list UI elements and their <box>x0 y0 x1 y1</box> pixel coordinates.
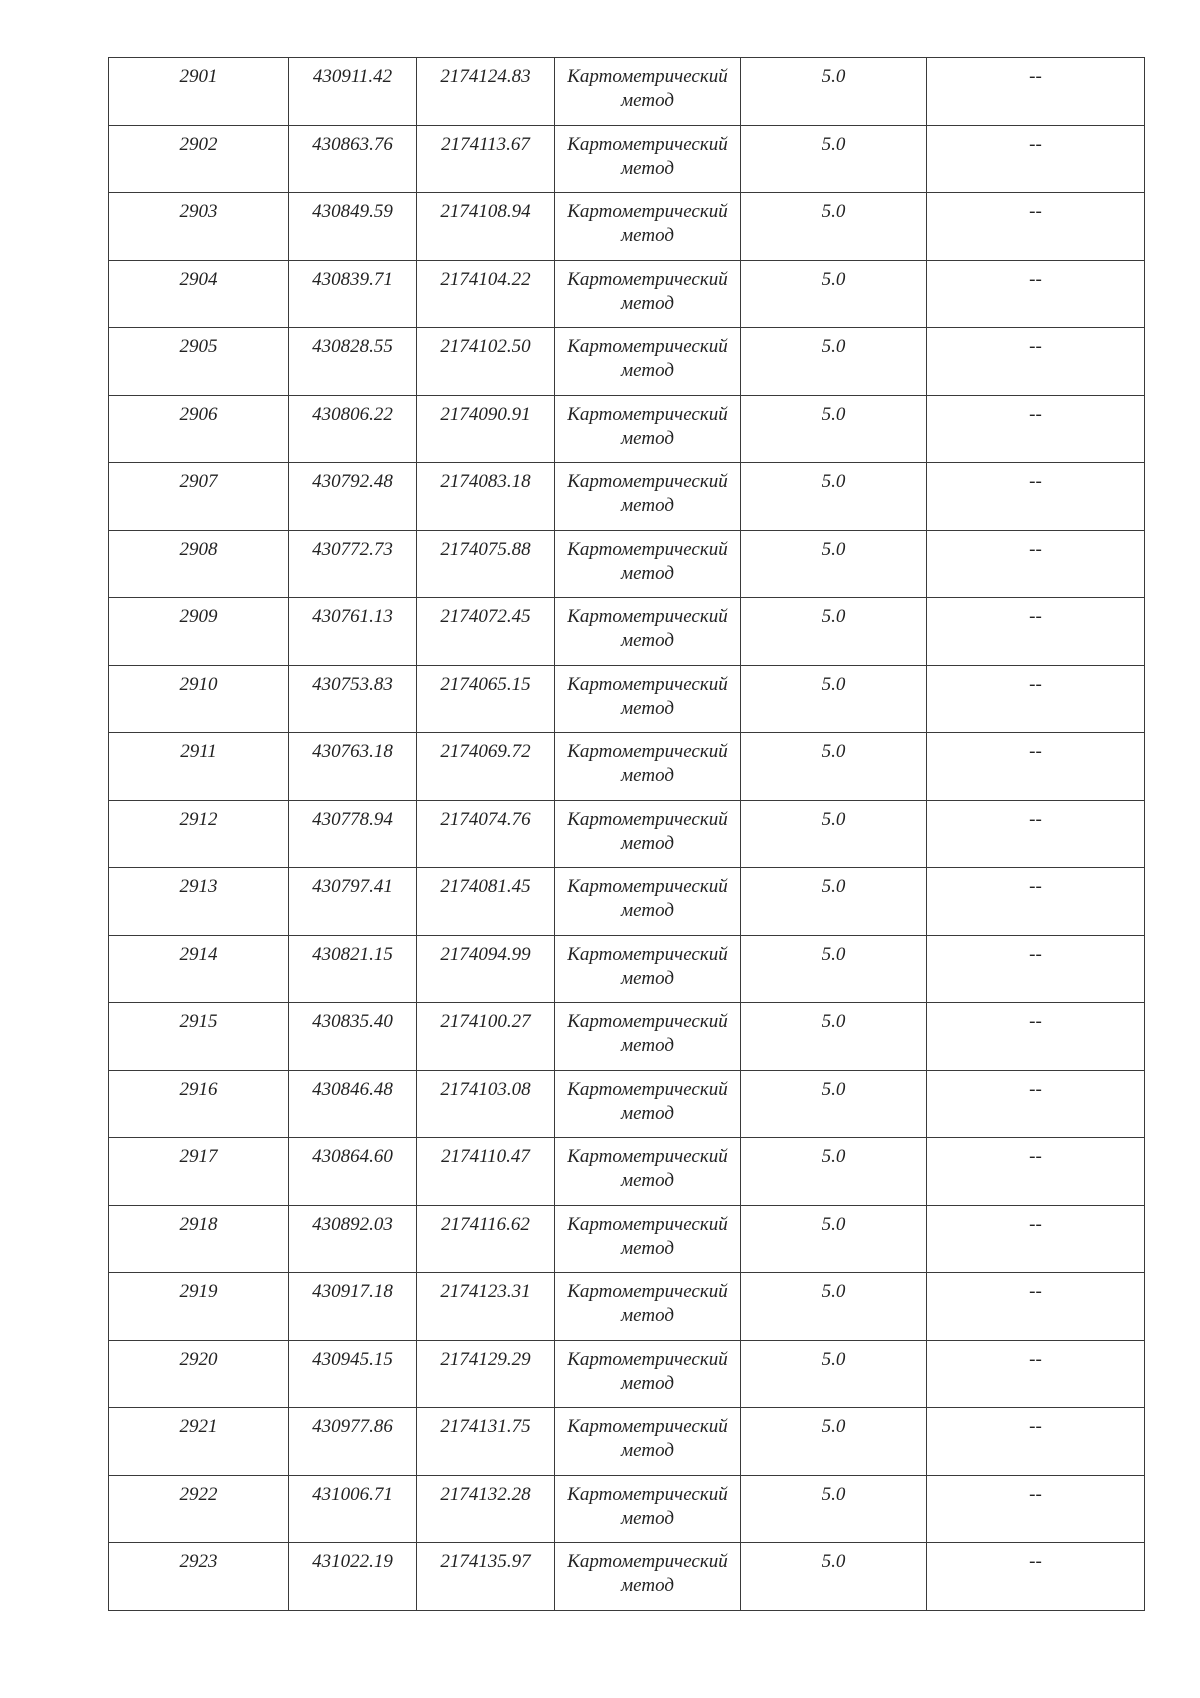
method-cell <box>555 58 741 126</box>
method-line-1: Картометрический <box>567 1551 728 1572</box>
table-row <box>109 935 1145 1003</box>
accuracy: 5.0 <box>741 260 927 328</box>
method-line-2: метод <box>621 1440 674 1461</box>
table-row <box>109 193 1145 261</box>
note: -- <box>927 1003 1145 1071</box>
coord-y: 2174132.28 <box>417 1475 555 1543</box>
coord-y: 2174116.62 <box>417 1205 555 1273</box>
accuracy: 5.0 <box>741 733 927 801</box>
method-line-2: метод <box>621 495 674 516</box>
point-number: 2910 <box>109 665 289 733</box>
method-line-2: метод <box>621 630 674 651</box>
method-line-1: Картометрический <box>567 538 728 560</box>
accuracy: 5.0 <box>741 665 927 733</box>
method-cell <box>555 125 741 193</box>
method-cell <box>555 1543 741 1611</box>
method-cell <box>555 260 741 328</box>
accuracy: 5.0 <box>741 463 927 531</box>
coord-y: 2174129.29 <box>417 1340 555 1408</box>
method-cell <box>555 1273 741 1341</box>
table-row <box>109 1003 1145 1071</box>
method-line-2: метод <box>621 1372 674 1394</box>
method-line-1: Картометрический <box>567 133 728 155</box>
accuracy: 5.0 <box>741 395 927 463</box>
point-number: 2911 <box>109 733 289 801</box>
method-cell <box>555 1475 741 1543</box>
coord-x: 430835.40 <box>289 1003 417 1071</box>
coord-y: 2174135.97 <box>417 1543 555 1611</box>
method-cell <box>555 1408 741 1476</box>
method-line-2: метод <box>621 1035 674 1056</box>
point-number: 2903 <box>109 193 289 261</box>
coord-y: 2174075.88 <box>417 530 555 598</box>
coord-x: 431022.19 <box>289 1543 417 1611</box>
accuracy: 5.0 <box>741 58 927 126</box>
method-line-2: метод <box>621 562 674 584</box>
method-line-1: Картометрический <box>567 268 728 290</box>
table-row <box>109 463 1145 531</box>
note: -- <box>927 598 1145 666</box>
accuracy: 5.0 <box>741 125 927 193</box>
method-line-2: метод <box>621 967 674 989</box>
coordinates-table <box>108 57 1145 1611</box>
coord-y: 2174072.45 <box>417 598 555 666</box>
note: -- <box>927 328 1145 396</box>
method-cell <box>555 935 741 1003</box>
table-row <box>109 598 1145 666</box>
method-line-2: метод <box>621 90 674 111</box>
method-line-2: метод <box>621 225 674 246</box>
note: -- <box>927 1273 1145 1341</box>
method-line-2: метод <box>621 1575 674 1596</box>
accuracy: 5.0 <box>741 1070 927 1138</box>
table-row <box>109 1273 1145 1341</box>
accuracy: 5.0 <box>741 935 927 1003</box>
note: -- <box>927 935 1145 1003</box>
note: -- <box>927 868 1145 936</box>
table-row <box>109 260 1145 328</box>
point-number: 2912 <box>109 800 289 868</box>
coord-x: 430828.55 <box>289 328 417 396</box>
coord-y: 2174110.47 <box>417 1138 555 1206</box>
note: -- <box>927 125 1145 193</box>
accuracy: 5.0 <box>741 328 927 396</box>
point-number: 2920 <box>109 1340 289 1408</box>
coord-x: 430977.86 <box>289 1408 417 1476</box>
note: -- <box>927 193 1145 261</box>
accuracy: 5.0 <box>741 1475 927 1543</box>
coord-x: 430772.73 <box>289 530 417 598</box>
method-line-1: Картометрический <box>567 1281 728 1302</box>
coord-x: 430821.15 <box>289 935 417 1003</box>
method-line-2: метод <box>621 360 674 381</box>
method-cell <box>555 328 741 396</box>
note: -- <box>927 1408 1145 1476</box>
table-row <box>109 733 1145 801</box>
method-cell <box>555 193 741 261</box>
method-cell <box>555 1205 741 1273</box>
accuracy: 5.0 <box>741 1003 927 1071</box>
accuracy: 5.0 <box>741 800 927 868</box>
coord-y: 2174090.91 <box>417 395 555 463</box>
note: -- <box>927 665 1145 733</box>
coord-y: 2174100.27 <box>417 1003 555 1071</box>
method-cell <box>555 800 741 868</box>
table-row <box>109 1205 1145 1273</box>
coord-x: 430863.76 <box>289 125 417 193</box>
method-line-1: Картометрический <box>567 1348 728 1370</box>
coord-x: 430945.15 <box>289 1340 417 1408</box>
coord-x: 430761.13 <box>289 598 417 666</box>
method-line-2: метод <box>621 1102 674 1124</box>
method-line-1: Картометрический <box>567 1416 728 1437</box>
coord-y: 2174131.75 <box>417 1408 555 1476</box>
method-line-2: метод <box>621 1305 674 1326</box>
coord-y: 2174069.72 <box>417 733 555 801</box>
method-line-2: метод <box>621 832 674 854</box>
method-line-2: метод <box>621 292 674 314</box>
coord-x: 431006.71 <box>289 1475 417 1543</box>
coord-x: 430797.41 <box>289 868 417 936</box>
coord-y: 2174102.50 <box>417 328 555 396</box>
note: -- <box>927 733 1145 801</box>
method-line-1: Картометрический <box>567 741 728 762</box>
coord-y: 2174094.99 <box>417 935 555 1003</box>
coord-x: 430792.48 <box>289 463 417 531</box>
accuracy: 5.0 <box>741 1273 927 1341</box>
point-number: 2905 <box>109 328 289 396</box>
method-line-1: Картометрический <box>567 876 728 897</box>
point-number: 2919 <box>109 1273 289 1341</box>
method-cell <box>555 395 741 463</box>
table-row <box>109 530 1145 598</box>
note: -- <box>927 1205 1145 1273</box>
table-body <box>109 58 1145 1611</box>
method-line-1: Картометрический <box>567 336 728 357</box>
point-number: 2908 <box>109 530 289 598</box>
coord-x: 430917.18 <box>289 1273 417 1341</box>
coord-y: 2174104.22 <box>417 260 555 328</box>
table-row <box>109 1070 1145 1138</box>
note: -- <box>927 530 1145 598</box>
table-row <box>109 665 1145 733</box>
coord-y: 2174123.31 <box>417 1273 555 1341</box>
coord-y: 2174108.94 <box>417 193 555 261</box>
point-number: 2901 <box>109 58 289 126</box>
method-line-2: метод <box>621 900 674 921</box>
method-line-2: метод <box>621 1170 674 1191</box>
point-number: 2907 <box>109 463 289 531</box>
method-cell <box>555 665 741 733</box>
coord-x: 430864.60 <box>289 1138 417 1206</box>
accuracy: 5.0 <box>741 1543 927 1611</box>
point-number: 2922 <box>109 1475 289 1543</box>
method-line-1: Картометрический <box>567 606 728 627</box>
table-row <box>109 800 1145 868</box>
point-number: 2921 <box>109 1408 289 1476</box>
method-line-1: Картометрический <box>567 808 728 830</box>
point-number: 2918 <box>109 1205 289 1273</box>
accuracy: 5.0 <box>741 1205 927 1273</box>
method-line-1: Картометрический <box>567 471 728 492</box>
note: -- <box>927 260 1145 328</box>
note: -- <box>927 1138 1145 1206</box>
method-line-1: Картометрический <box>567 1078 728 1100</box>
accuracy: 5.0 <box>741 1408 927 1476</box>
note: -- <box>927 1475 1145 1543</box>
method-line-1: Картометрический <box>567 1146 728 1167</box>
coord-y: 2174074.76 <box>417 800 555 868</box>
table-row <box>109 1138 1145 1206</box>
method-cell <box>555 733 741 801</box>
accuracy: 5.0 <box>741 1138 927 1206</box>
table-row <box>109 868 1145 936</box>
note: -- <box>927 1340 1145 1408</box>
note: -- <box>927 1070 1145 1138</box>
method-cell <box>555 463 741 531</box>
note: -- <box>927 463 1145 531</box>
note: -- <box>927 395 1145 463</box>
coord-x: 430892.03 <box>289 1205 417 1273</box>
method-cell <box>555 1003 741 1071</box>
point-number: 2906 <box>109 395 289 463</box>
method-line-1: Картометрический <box>567 943 728 965</box>
note: -- <box>927 58 1145 126</box>
accuracy: 5.0 <box>741 530 927 598</box>
point-number: 2915 <box>109 1003 289 1071</box>
coord-x: 430763.18 <box>289 733 417 801</box>
point-number: 2909 <box>109 598 289 666</box>
coord-x: 430806.22 <box>289 395 417 463</box>
table-row <box>109 125 1145 193</box>
method-line-1: Картометрический <box>567 66 728 87</box>
method-line-1: Картометрический <box>567 1483 728 1505</box>
coord-y: 2174103.08 <box>417 1070 555 1138</box>
method-line-2: метод <box>621 697 674 719</box>
method-cell <box>555 1070 741 1138</box>
note: -- <box>927 800 1145 868</box>
point-number: 2923 <box>109 1543 289 1611</box>
coord-y: 2174083.18 <box>417 463 555 531</box>
coord-y: 2174065.15 <box>417 665 555 733</box>
coord-x: 430839.71 <box>289 260 417 328</box>
coord-x: 430753.83 <box>289 665 417 733</box>
method-line-1: Картометрический <box>567 201 728 222</box>
method-line-1: Картометрический <box>567 1213 728 1235</box>
method-line-2: метод <box>621 1507 674 1529</box>
accuracy: 5.0 <box>741 868 927 936</box>
method-line-2: метод <box>621 427 674 449</box>
method-cell <box>555 868 741 936</box>
coord-x: 430778.94 <box>289 800 417 868</box>
table-row <box>109 1475 1145 1543</box>
coord-y: 2174124.83 <box>417 58 555 126</box>
point-number: 2914 <box>109 935 289 1003</box>
table-row <box>109 1408 1145 1476</box>
method-line-2: метод <box>621 1237 674 1259</box>
point-number: 2916 <box>109 1070 289 1138</box>
point-number: 2917 <box>109 1138 289 1206</box>
table-row <box>109 1340 1145 1408</box>
table-row <box>109 395 1145 463</box>
coord-x: 430846.48 <box>289 1070 417 1138</box>
method-line-2: метод <box>621 157 674 179</box>
table-row <box>109 328 1145 396</box>
accuracy: 5.0 <box>741 193 927 261</box>
method-cell <box>555 598 741 666</box>
note: -- <box>927 1543 1145 1611</box>
method-line-1: Картометрический <box>567 403 728 425</box>
method-cell <box>555 530 741 598</box>
coord-x: 430911.42 <box>289 58 417 126</box>
accuracy: 5.0 <box>741 598 927 666</box>
method-line-1: Картометрический <box>567 1011 728 1032</box>
point-number: 2904 <box>109 260 289 328</box>
accuracy: 5.0 <box>741 1340 927 1408</box>
method-line-2: метод <box>621 765 674 786</box>
coord-x: 430849.59 <box>289 193 417 261</box>
point-number: 2902 <box>109 125 289 193</box>
coord-y: 2174081.45 <box>417 868 555 936</box>
table-row <box>109 1543 1145 1611</box>
coord-y: 2174113.67 <box>417 125 555 193</box>
document-page <box>108 57 1144 1611</box>
table-row <box>109 58 1145 126</box>
method-line-1: Картометрический <box>567 673 728 695</box>
method-cell <box>555 1340 741 1408</box>
point-number: 2913 <box>109 868 289 936</box>
method-cell <box>555 1138 741 1206</box>
